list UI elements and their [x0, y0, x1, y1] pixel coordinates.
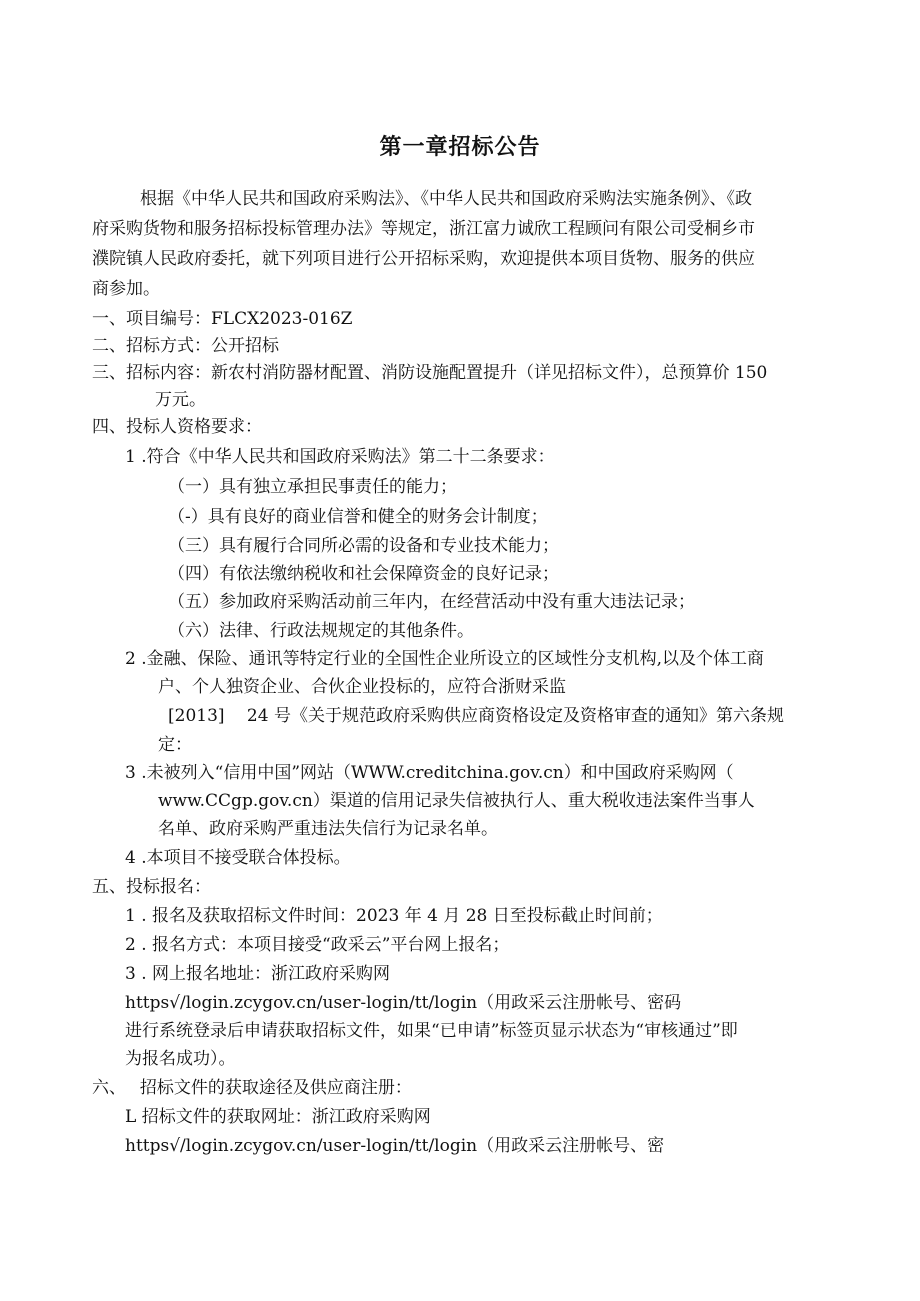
acquisition-url-line: https√/login.zcygov.cn/user-login/tt/login（用政采云注册帐号、密	[125, 1136, 665, 1156]
intro-line: 濮院镇人民政府委托，就下列项目进行公开招标采购，欢迎提供本项目货物、服务的供应	[92, 249, 755, 269]
intro-line: 商参加。	[92, 279, 160, 299]
registration-item: 1 . 报名及获取招标文件时间：2023 年 4 月 28 日至投标截止时间前；	[125, 906, 663, 926]
tender-method: 二、招标方式：公开招标	[92, 336, 279, 356]
registration-item: 3 . 网上报名地址：浙江政府采购网	[125, 964, 391, 984]
requirement-1-item: （-）具有良好的商业信誉和健全的财务会计制度；	[168, 507, 548, 527]
requirement-1-item: （六）法律、行政法规规定的其他条件。	[168, 621, 474, 641]
requirement-1-item: （四）有依法缴纳税收和社会保障资金的良好记录；	[168, 564, 559, 584]
requirement-3-cont: 名单、政府采购严重违法失信行为记录名单。	[158, 819, 498, 839]
requirement-2-cont: 定：	[158, 735, 192, 755]
tender-content: 三、招标内容：新农村消防器材配置、消防设施配置提升（详见招标文件），总预算价 150	[92, 363, 768, 383]
section-heading: 六、 招标文件的获取途径及供应商注册：	[92, 1078, 412, 1098]
intro-line: 府采购货物和服务招标投标管理办法》等规定，浙江富力诚欣工程顾问有限公司受桐乡市	[92, 219, 755, 239]
requirement-1: 1 .符合《中华人民共和国政府采购法》第二十二条要求：	[125, 447, 555, 467]
section-heading: 五、投标报名：	[92, 877, 211, 897]
requirement-2: 2 .金融、保险、通讯等特定行业的全国性企业所设立的区域性分支机构,以及个体工商	[125, 649, 765, 669]
acquisition-item: L 招标文件的获取网址：浙江政府采购网	[125, 1107, 431, 1127]
registration-url-line: 为报名成功）。	[125, 1049, 236, 1069]
registration-url-line: https√/login.zcygov.cn/user-login/tt/login（用政采云注册帐号、密码	[125, 993, 682, 1013]
project-number: 一、项目编号：FLCX2023-016Z	[92, 309, 353, 329]
requirement-1-item: （五）参加政府采购活动前三年内，在经营活动中没有重大违法记录；	[168, 592, 695, 612]
requirement-1-item: （一）具有独立承担民事责任的能力；	[168, 477, 457, 497]
registration-item: 2 . 报名方式：本项目接受“政采云”平台网上报名；	[125, 935, 510, 955]
requirement-3: 3 .未被列入“信用中国”网站（WWW.creditchina.gov.cn）和中国政府采购网（	[125, 763, 734, 783]
requirement-2-cont: [2013] 24 号《关于规范政府采购供应商资格设定及资格审查的通知》第六条规	[168, 706, 784, 726]
intro-line: 根据《中华人民共和国政府采购法》、《中华人民共和国政府采购法实施条例》、《政	[140, 189, 752, 209]
registration-url-line: 进行系统登录后申请获取招标文件，如果“已申请”标签页显示状态为“审核通过”即	[125, 1021, 738, 1041]
requirement-2-cont: 户、个人独资企业、合伙企业投标的，应符合浙财采监	[158, 677, 566, 697]
requirement-3-cont: www.CCgp.gov.cn）渠道的信用记录失信被执行人、重大税收违法案件当事人	[158, 791, 755, 811]
requirement-1-item: （三）具有履行合同所必需的设备和专业技术能力；	[168, 536, 559, 556]
section-heading: 四、投标人资格要求：	[92, 417, 262, 437]
tender-content-cont: 万元。	[155, 390, 206, 410]
requirement-4: 4 .本项目不接受联合体投标。	[125, 848, 351, 868]
page-title: 第一章招标公告	[379, 135, 541, 160]
